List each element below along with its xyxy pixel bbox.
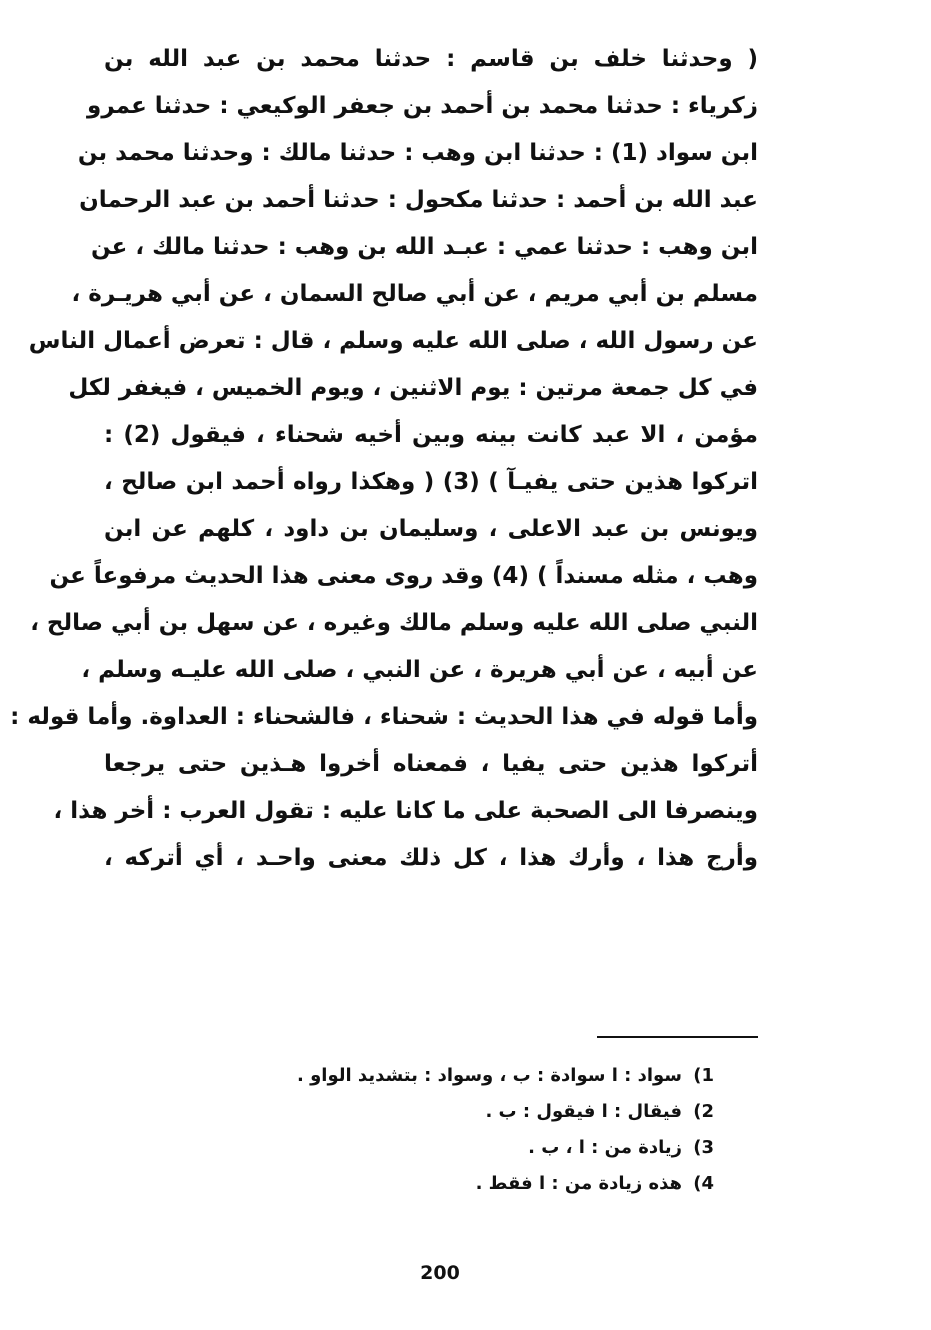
footnote-text: زيادة من : ا ، ب .: [528, 1137, 682, 1158]
text-line: مؤمن ، الا عبد كانت بينه وبين أخيه شحناء ، فيقول (2) :: [104, 422, 758, 448]
text-line: النبي صلى الله عليه وسلم مالك وغيره ، عن سهل بن أبي صالح ،: [30, 610, 758, 636]
page-number: 200: [420, 1262, 460, 1284]
text-line: مسلم بن أبي مريم ، عن أبي صالح السمان ، عن أبي هريـرة ،: [71, 281, 758, 307]
footnote-number: 3): [693, 1137, 714, 1158]
footnote-item: [280, 1166, 714, 1202]
text-line: ابن وهب : حدثنا عمي : عبـد الله بن وهب : حدثنا مالك ، عن: [90, 234, 758, 260]
footnote-text: هذه زيادة من : ا فقط .: [475, 1173, 682, 1194]
text-line: وينصرفا الى الصحبة على ما كانا عليه : تقول العرب : أخر هذا ،: [53, 798, 758, 824]
text-line: عن أبيه ، عن أبي هريرة ، عن النبي ، صلى الله عليـه وسلم ،: [81, 657, 758, 683]
text-line: عن رسول الله ، صلى الله عليه وسلم ، قال : تعرض أعمال الناس: [28, 328, 758, 354]
text-line: ويونس بن عبد الاعلى ، وسليمان بن داود ، كلهم عن ابن: [104, 516, 758, 542]
text-line: ( وحدثنا خلف بن قاسم : حدثنا محمد بن عبد الله بن: [104, 46, 758, 72]
text-line: وهب ، مثله مسنداً ) (4) وقد روى معنى هذا الحديث مرفوعاً عن: [49, 563, 758, 589]
text-line: ابن سواد (1) : حدثنا ابن وهب : حدثنا مالك : وحدثنا محمد بن: [77, 140, 758, 166]
text-line: زكرياء : حدثنا محمد بن أحمد بن جعفر الوكيعي : حدثنا عمرو: [87, 93, 758, 119]
footnotes-block: [280, 1058, 714, 1202]
text-line: وأرج هذا ، وأرك هذا ، كل ذلك معنى واحـد ، أي أتركه ،: [104, 845, 758, 871]
text-line: وأما قوله في هذا الحديث : شحناء ، فالشحناء : العداوة. وأما قوله :: [10, 704, 758, 730]
footnote-item: [280, 1094, 714, 1130]
footnote-number: 4): [693, 1173, 714, 1194]
main-text-block: [10, 36, 758, 882]
text-line: اتركوا هذين حتى يفيـآ ) (3) ( وهكذا رواه أحمد ابن صالح ،: [104, 469, 758, 495]
footnote-text: فيقال : ا فيقول : ب .: [485, 1101, 682, 1122]
text-line: عبد الله بن أحمد : حدثنا مكحول : حدثنا أحمد بن عبد الرحمان: [79, 187, 758, 213]
footnote-item: [280, 1058, 714, 1094]
footnote-number: 1): [693, 1065, 714, 1086]
footnote-number: 2): [693, 1101, 714, 1122]
footnote-divider: [597, 1036, 758, 1038]
text-line: في كل جمعة مرتين : يوم الاثنين ، ويوم الخميس ، فيغفر لكل: [68, 375, 758, 401]
footnote-text: سواد : ا سوادة : ب ، وسواد : بتشديد الواو .: [296, 1065, 682, 1086]
footnote-item: [280, 1130, 714, 1166]
text-line: أتركوا هذين حتى يفيا ، فمعناه أخروا هـذين حتى يرجعا: [104, 751, 758, 777]
